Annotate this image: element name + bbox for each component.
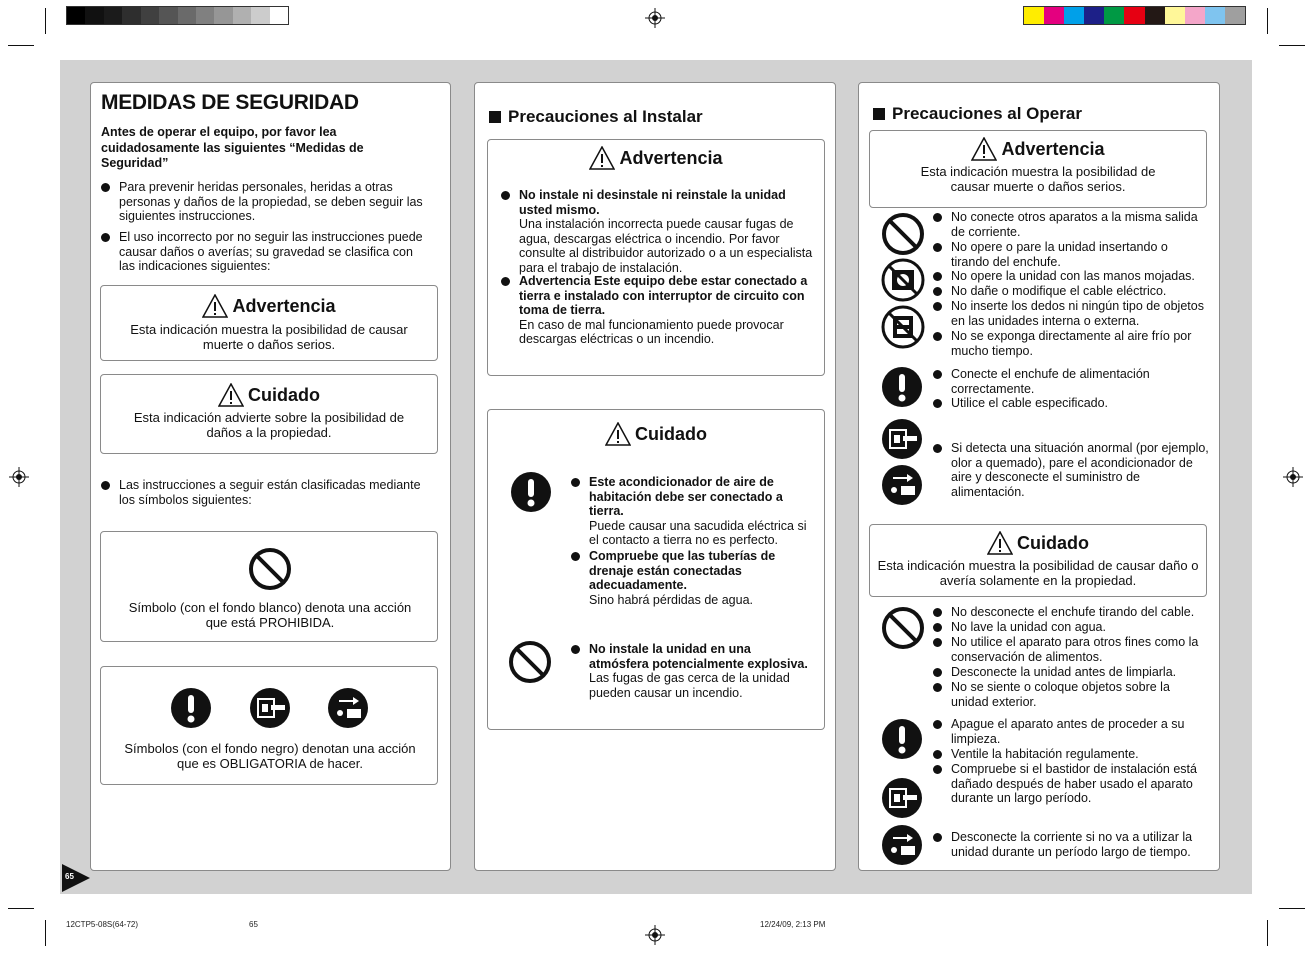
list-item: No dañe o modifique el cable eléctrico. — [933, 284, 1209, 299]
color-swatch — [270, 7, 288, 24]
list-item: No lave la unidad con agua. — [933, 620, 1209, 635]
footer-page: 65 — [249, 920, 258, 929]
list-item: Si detecta una situación anormal (por ejemplo, olor a quemado), pare el acondicionador de aire y desconecte el suministro de alimentación. — [933, 441, 1209, 499]
registration-mark-bottom — [645, 925, 665, 945]
list-item: Las instrucciones a seguir están clasificadas mediante los símbolos siguientes: — [101, 478, 429, 507]
list-item: No instale la unidad en una atmósfera potencialmente explosiva. Las fugas de gas cerca de la unidad pueden causar un incendio. — [571, 642, 811, 700]
list-item: El uso incorrecto por no seguir las instrucciones puede causar daños o averías; su gravedad se clasifica con las indicaciones siguientes: — [101, 230, 429, 274]
warning-triangle-icon — [987, 531, 1013, 555]
warning-text: Esta indicación muestra la posibilidad de causar muerte o daños serios. — [920, 164, 1156, 194]
list-item: No opere la unidad con las manos mojadas. — [933, 269, 1209, 284]
list-item: Apague el aparato antes de proceder a su limpieza. — [933, 717, 1209, 746]
caution-title: Cuidado — [1017, 532, 1089, 553]
color-swatch — [159, 7, 177, 24]
color-swatch — [1024, 7, 1044, 24]
operation-section-title: Precauciones al Operar — [873, 104, 1082, 124]
color-swatch — [1205, 7, 1225, 24]
color-swatch — [67, 7, 85, 24]
intro-text: Antes de operar el equipo, por favor lea cuidadosamente las siguientes “Medidas de Seguridad” — [101, 125, 364, 170]
color-swatch — [104, 7, 122, 24]
color-swatch — [1165, 7, 1185, 24]
caution-title: Cuidado — [635, 423, 707, 444]
unplug-icon — [881, 777, 923, 819]
color-swatch — [233, 7, 251, 24]
footer-date: 12/24/09, 2:13 PM — [760, 920, 826, 929]
mandatory-action-icon — [881, 718, 923, 760]
list-item: No se siente o coloque objetos sobre la unidad exterior. — [933, 680, 1209, 709]
page-number: 65 — [65, 872, 74, 881]
list-item: Desconecte la corriente si no va a utilizar la unidad durante un período largo de tiempo. — [933, 830, 1209, 859]
mandatory-text: Símbolos (con el fondo negro) denotan una acción que es OBLIGATORIA de hacer. — [124, 741, 416, 771]
square-bullet-icon — [873, 108, 885, 120]
warning-triangle-icon — [971, 137, 997, 161]
list-item: Advertencia Este equipo debe estar conectado a tierra e instalado con interruptor de circuito con toma de tierra. En caso de mal funcionamiento puede provocar descargas eléctricas o un incendio. — [501, 274, 815, 347]
warning-text: Esta indicación muestra la posibilidad de causar muerte o daños serios. — [130, 322, 408, 352]
warning-triangle-icon — [589, 146, 615, 170]
color-swatch — [122, 7, 140, 24]
list-item: No opere o pare la unidad insertando o tirando del enchufe. — [933, 240, 1209, 269]
color-swatch — [251, 7, 269, 24]
list-item: Compruebe que las tuberías de drenaje están conectadas adecuadamente. Sino habrá pérdidas de agua. — [571, 549, 811, 607]
unplug-icon — [881, 418, 923, 460]
prohibited-icon — [248, 547, 292, 591]
caution-text: Esta indicación muestra la posibilidad de causar daño o avería solamente en la propiedad. — [877, 558, 1199, 588]
color-swatch — [1185, 7, 1205, 24]
warning-title: Advertencia — [619, 147, 723, 168]
color-swatch — [1084, 7, 1104, 24]
color-swatch — [1145, 7, 1165, 24]
caution-text: Esta indicación advierte sobre la posibilidad de daños a la propiedad. — [133, 410, 405, 440]
list-item: No conecte otros aparatos a la misma salida de corriente. — [933, 210, 1209, 239]
ground-connection-icon — [881, 464, 923, 506]
color-calibration-bar — [1023, 6, 1246, 25]
list-item: Conecte el enchufe de alimentación correctamente. — [933, 367, 1209, 396]
color-swatch — [1124, 7, 1144, 24]
list-item: Compruebe si el bastidor de instalación está dañado después de haber usado el aparato durante un largo período. — [933, 762, 1209, 806]
unplug-icon — [249, 687, 291, 729]
grayscale-calibration-bar — [66, 6, 289, 25]
list-item: Desconecte la unidad antes de limpiarla. — [933, 665, 1209, 680]
color-swatch — [214, 7, 232, 24]
list-item: No desconecte el enchufe tirando del cable. — [933, 605, 1209, 620]
ground-connection-icon — [881, 824, 923, 866]
prohibited-text: Símbolo (con el fondo blanco) denota una acción que está PROHIBIDA. — [128, 600, 412, 630]
prohibited-icon — [508, 640, 552, 684]
caution-title: Cuidado — [248, 384, 320, 405]
warning-box — [100, 285, 438, 361]
list-item: Este acondicionador de aire de habitación debe ser conectado a tierra. Puede causar una sacudida eléctrica si el contacto a tierra no es perfecto. — [571, 475, 811, 548]
warning-triangle-icon — [218, 383, 244, 407]
color-swatch — [1064, 7, 1084, 24]
square-bullet-icon — [489, 111, 501, 123]
list-item: No utilice el aparato para otros fines como la conservación de alimentos. — [933, 635, 1209, 664]
mandatory-action-icon — [881, 366, 923, 408]
warning-title: Advertencia — [232, 295, 336, 316]
mandatory-symbol-box — [100, 666, 438, 785]
warning-triangle-icon — [202, 294, 228, 318]
color-swatch — [196, 7, 214, 24]
operation-warning-box — [869, 130, 1207, 208]
ground-connection-icon — [327, 687, 369, 729]
page-title: MEDIDAS DE SEGURIDAD — [101, 91, 359, 114]
warning-title: Advertencia — [1001, 138, 1105, 159]
operation-caution-box — [869, 524, 1207, 597]
registration-mark-top — [645, 8, 665, 28]
footer-file-name: 12CTP5-08S(64-72) — [66, 920, 139, 929]
color-swatch — [141, 7, 159, 24]
list-item: No inserte los dedos ni ningún tipo de objetos en las unidades interna o externa. — [933, 299, 1209, 328]
color-swatch — [85, 7, 103, 24]
list-item: Para prevenir heridas personales, heridas a otras personas y daños de la propiedad, se deben seguir las siguientes instrucciones. — [101, 180, 429, 224]
list-item: Utilice el cable especificado. — [933, 396, 1209, 411]
color-swatch — [178, 7, 196, 24]
mandatory-action-icon — [170, 687, 212, 729]
prohibited-icon — [881, 212, 925, 256]
install-section-title: Precauciones al Instalar — [489, 107, 703, 127]
color-swatch — [1225, 7, 1245, 24]
no-cable-damage-icon — [881, 305, 925, 349]
prohibited-symbol-box — [100, 531, 438, 642]
caution-box — [100, 374, 438, 454]
list-item: No se exponga directamente al aire frío por mucho tiempo. — [933, 329, 1209, 358]
list-item: No instale ni desinstale ni reinstale la unidad usted mismo. Una instalación incorrecta puede causar fugas de agua, descargas eléctrica o incendio. Por favor consulte al distribuidor autorizado o a un especialista para el trabajo de instalación. — [501, 188, 815, 275]
registration-mark-right — [1283, 467, 1303, 487]
registration-mark-left — [9, 467, 29, 487]
warning-triangle-icon — [605, 422, 631, 446]
color-swatch — [1104, 7, 1124, 24]
list-item: Ventile la habitación regulamente. — [933, 747, 1209, 762]
color-swatch — [1044, 7, 1064, 24]
prohibited-icon — [881, 606, 925, 650]
no-wet-hands-icon — [881, 258, 925, 302]
mandatory-action-icon — [510, 471, 552, 513]
